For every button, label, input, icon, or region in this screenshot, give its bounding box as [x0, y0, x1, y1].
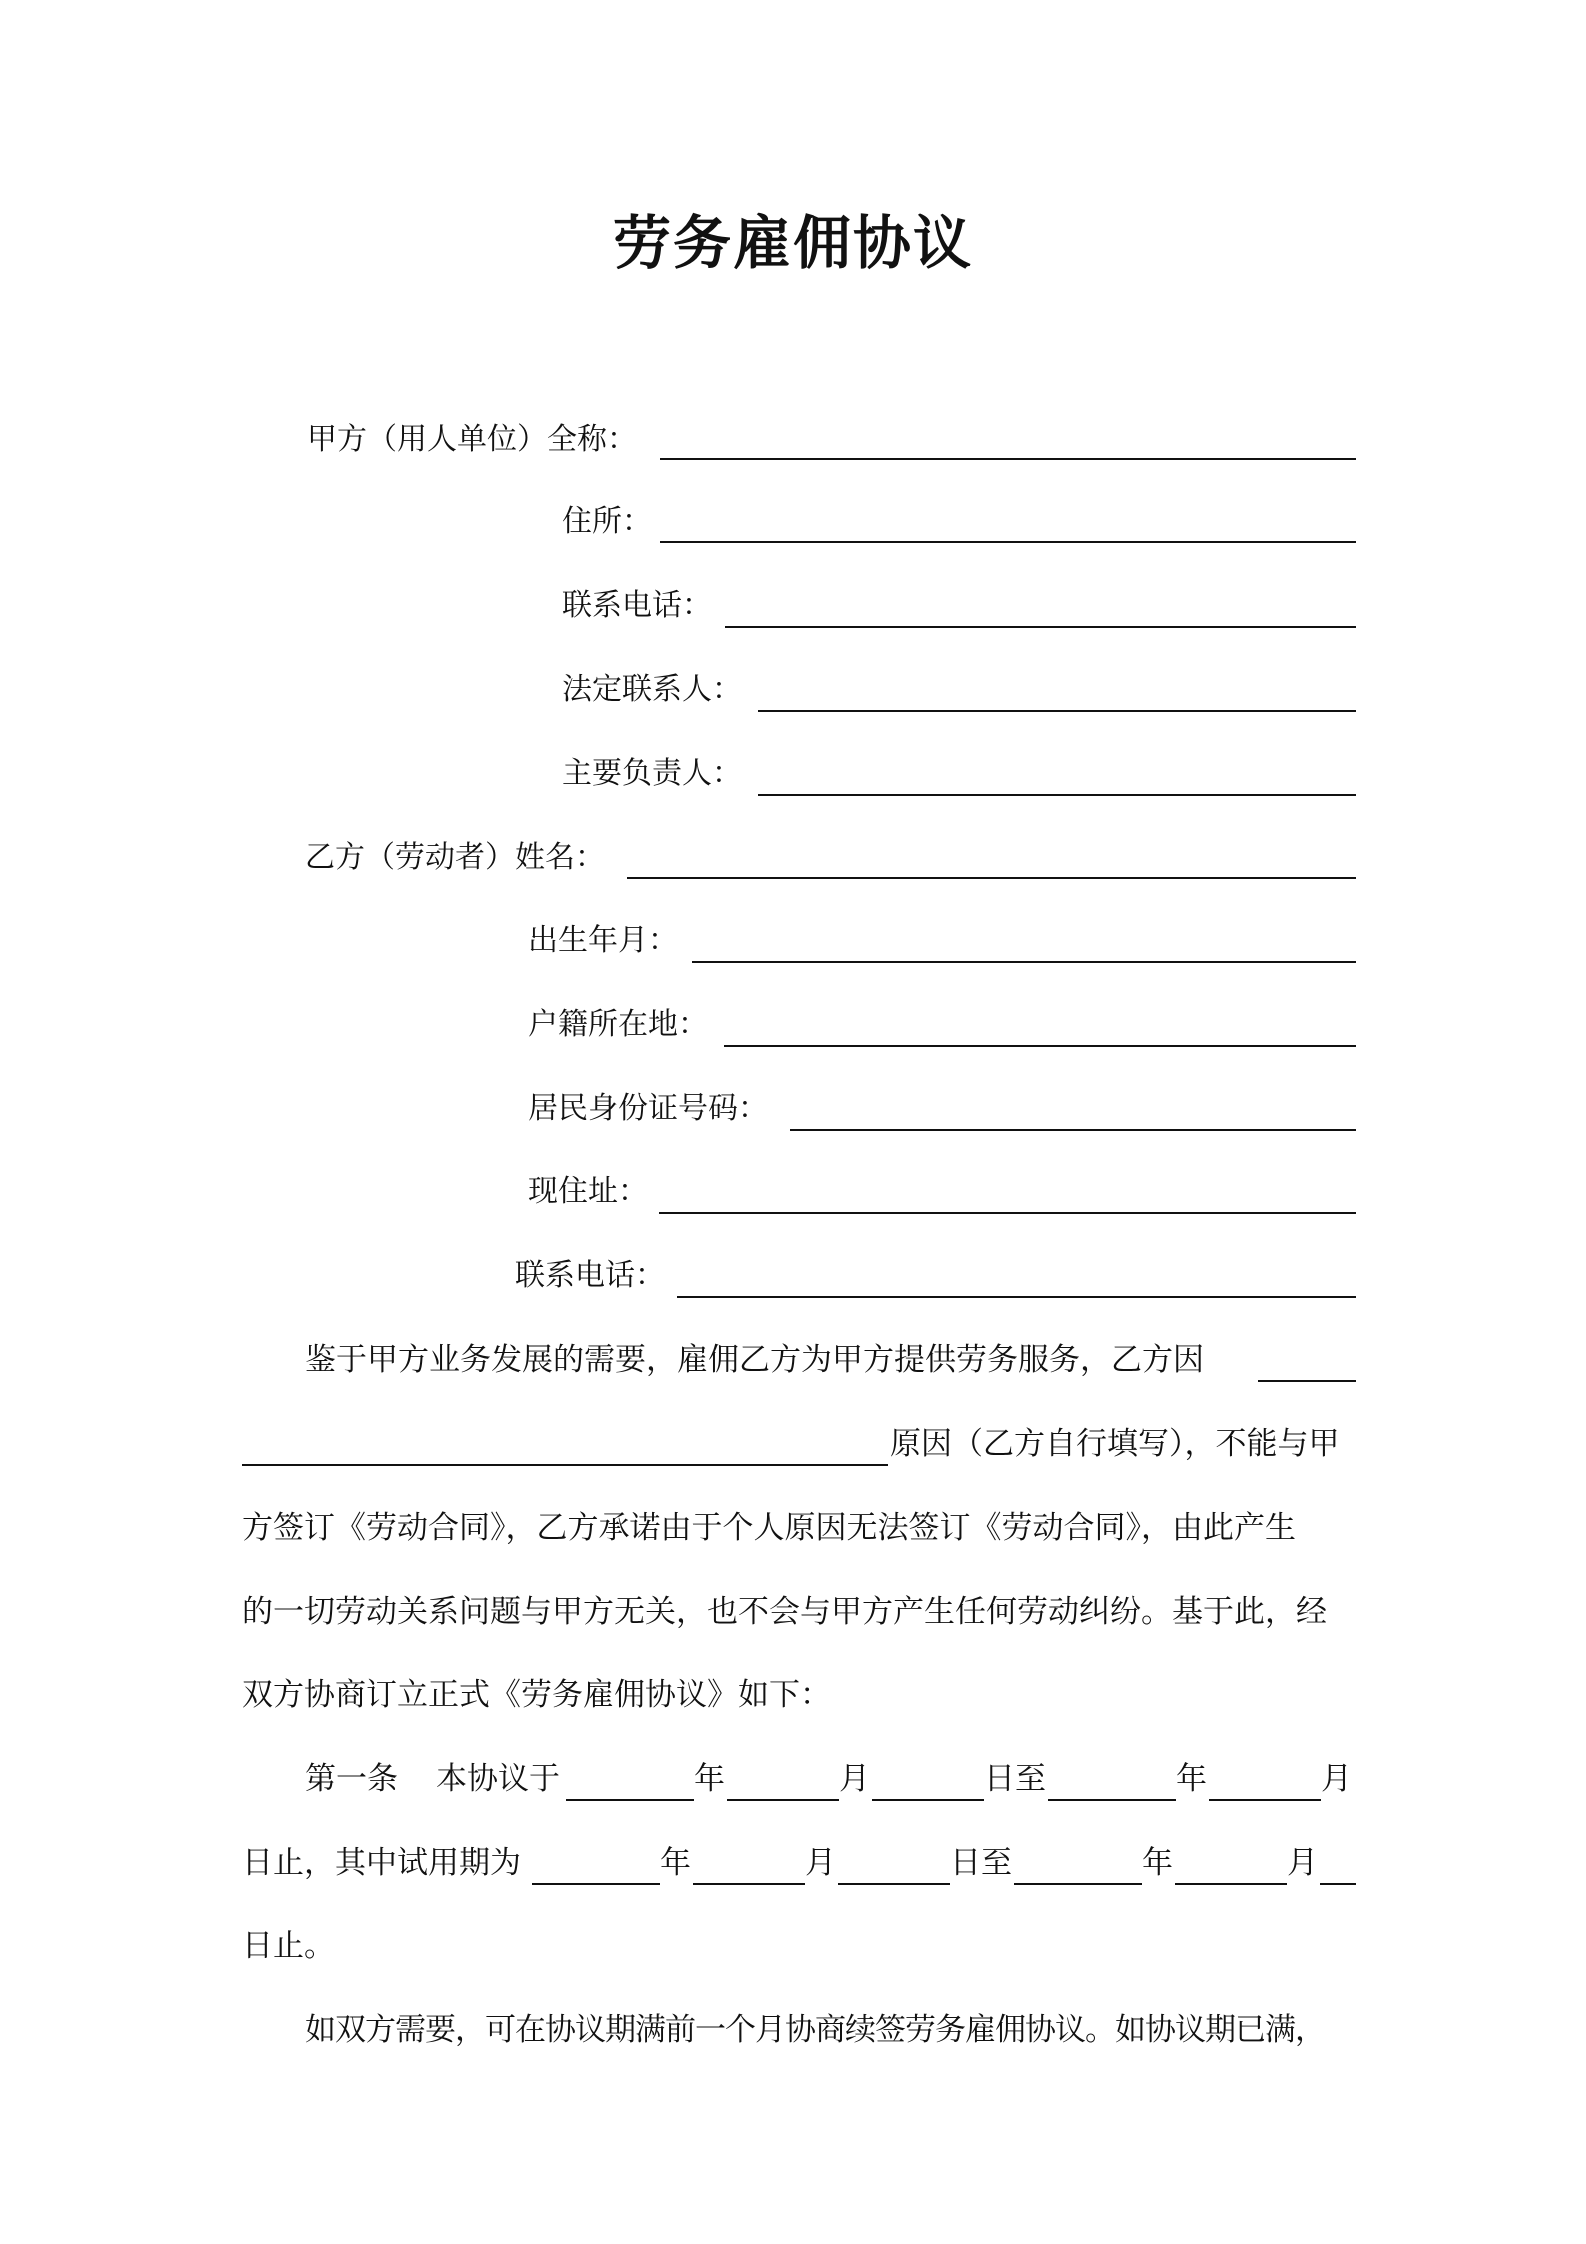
- start-day-field[interactable]: [872, 1799, 984, 1801]
- trial-end-month-field[interactable]: [1175, 1883, 1287, 1885]
- paragraph-1-line-4: 的一切劳动关系问题与甲方无关，也不会与甲方产生任何劳动纠纷。基于此，经: [242, 1594, 1327, 1630]
- article-1-line-3: 日止。: [242, 1928, 335, 1964]
- party-a-phone-label: 联系电话：: [562, 588, 712, 623]
- party-a-phone-field[interactable]: [725, 626, 1356, 628]
- party-a-fullname-label: 甲方（用人单位）全称：: [307, 422, 637, 457]
- reason-field-2[interactable]: [242, 1464, 888, 1466]
- trial-end-year-field[interactable]: [1014, 1883, 1142, 1885]
- paragraph-1-line-5: 双方协商订立正式《劳务雇佣协议》如下：: [242, 1677, 831, 1713]
- trial-end-day-field[interactable]: [1320, 1883, 1356, 1885]
- party-a-address-label: 住所：: [562, 504, 652, 539]
- trial-start-day-to: 日至: [950, 1845, 1012, 1881]
- party-a-principal-field[interactable]: [758, 794, 1356, 796]
- end-month-field[interactable]: [1209, 1799, 1321, 1801]
- party-b-id-field[interactable]: [790, 1129, 1356, 1131]
- start-day-to: 日至: [984, 1761, 1046, 1797]
- paragraph-1-line-2: 原因（乙方自行填写），不能与甲: [890, 1426, 1340, 1462]
- end-month-unit: 月: [1321, 1761, 1352, 1797]
- trial-start-year-field[interactable]: [532, 1883, 660, 1885]
- trial-start-month-field[interactable]: [693, 1883, 805, 1885]
- start-year-unit: 年: [694, 1761, 725, 1797]
- party-a-address-field[interactable]: [660, 541, 1356, 543]
- party-b-id-label: 居民身份证号码：: [528, 1091, 768, 1126]
- trial-end-year-unit: 年: [1142, 1845, 1173, 1881]
- party-b-phone-field[interactable]: [677, 1296, 1356, 1298]
- article-1-text: 本协议于: [436, 1761, 560, 1797]
- trial-end-month-unit: 月: [1287, 1845, 1318, 1881]
- reason-field-1[interactable]: [1258, 1380, 1356, 1382]
- party-b-hukou-field[interactable]: [724, 1045, 1356, 1047]
- party-a-principal-label: 主要负责人：: [562, 756, 742, 791]
- document-title: 劳务雇佣协议: [612, 209, 973, 277]
- article-1-line-2-start: 日止，其中试用期为: [242, 1845, 521, 1881]
- party-a-fullname-field[interactable]: [660, 458, 1356, 460]
- party-a-legal-rep-field[interactable]: [758, 710, 1356, 712]
- paragraph-1-line-3: 方签订《劳动合同》，乙方承诺由于个人原因无法签订《劳动合同》，由此产生: [242, 1510, 1296, 1546]
- end-year-field[interactable]: [1048, 1799, 1176, 1801]
- party-b-hukou-label: 户籍所在地：: [528, 1007, 708, 1042]
- end-year-unit: 年: [1176, 1761, 1207, 1797]
- trial-start-year-unit: 年: [660, 1845, 691, 1881]
- party-b-current-address-label: 现住址：: [528, 1174, 648, 1209]
- party-b-birth-label: 出生年月：: [528, 923, 678, 958]
- trial-start-month-unit: 月: [805, 1845, 836, 1881]
- paragraph-1-line-1: 鉴于甲方业务发展的需要，雇佣乙方为甲方提供劳务服务，乙方因: [305, 1342, 1204, 1378]
- party-b-name-field[interactable]: [627, 877, 1356, 879]
- start-month-field[interactable]: [727, 1799, 839, 1801]
- article-1-label: 第一条: [305, 1761, 398, 1797]
- trial-start-day-field[interactable]: [838, 1883, 950, 1885]
- paragraph-2: 如双方需要，可在协议期满前一个月协商续签劳务雇佣协议。如协议期已满，: [305, 2012, 1325, 2048]
- start-month-unit: 月: [839, 1761, 870, 1797]
- party-b-current-address-field[interactable]: [659, 1212, 1356, 1214]
- party-b-name-label: 乙方（劳动者）姓名：: [305, 840, 605, 875]
- party-b-birth-field[interactable]: [692, 961, 1356, 963]
- party-a-legal-rep-label: 法定联系人：: [562, 672, 742, 707]
- party-b-phone-label: 联系电话：: [515, 1258, 665, 1293]
- start-year-field[interactable]: [566, 1799, 694, 1801]
